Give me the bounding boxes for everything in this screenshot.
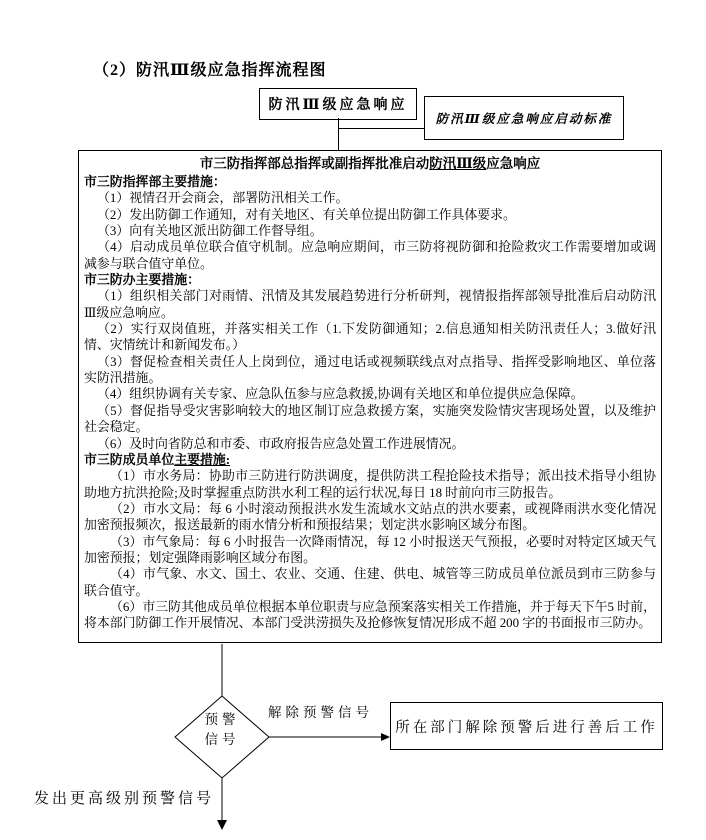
arrow-escalate-head: [217, 820, 227, 830]
aftercare-node: [390, 702, 663, 750]
decision-label-line1: 预警: [204, 712, 240, 727]
activation-standard-node: [424, 96, 624, 140]
header-prefix: 市三防指挥部总指挥或副指挥批准启动: [199, 156, 430, 171]
measure-item: （5）督促指导受灾害影响较大的地区制订应急救援方案，实施突发险情灾害现场处置，以及维护社会稳定。: [84, 403, 656, 435]
section-heading-command: 市三防指挥部主要措施：: [84, 175, 226, 189]
measure-item: （1）视情召开会商会，部署防汛相关工作。: [97, 191, 349, 206]
decision-diamond-label: [189, 710, 255, 750]
measure-item: （4）启动成员单位联合值守机制。应急响应期间，市三防将视防御和抢险救灾工作需要增加或调减参与联合值守单位。: [84, 240, 656, 271]
measure-item: （4）市气象、水文、国土、农业、交通、住建、供电、城管等三防成员单位派员到市三防参与联合值守。: [84, 567, 656, 598]
measure-item: （2）发出防御工作通知，对有关地区、有关单位提出防御工作具体要求。: [97, 207, 516, 222]
connector-horizontal-to-standard: [338, 128, 424, 129]
header-underlined: 防汛Ⅲ级: [429, 156, 487, 171]
main-process-box: [78, 150, 662, 643]
decision-label-line2: 信号: [204, 732, 240, 747]
measure-item: （6）市三防其他成员单位根据本单位职责与应急预案落实相关工作措施，并于每天下午5 时前，将本部门防御工作开展情况、本部门受洪涝损失及抢修恢复情况形成不超 200 字的书面报市三防办。: [84, 599, 656, 631]
connector-vertical-top: [338, 118, 339, 150]
measure-item: （2）实行双岗值班，并落实相关工作（1.下发防御通知；2.信息通知相关防汛责任人；3.做好汛情、灾情统计和新闻发布。）: [84, 322, 656, 353]
members-heading-plain: 市三防成员单位: [84, 452, 175, 467]
measure-item: （6）及时向省防总和市委、市政府报告应急处置工作进展情况。: [97, 436, 465, 451]
measure-item: （2）市水文局：每 6 小时滚动预报洪水发生流域水文站点的洪水要素，或视降雨洪水变化情况加密预报频次，报送最新的雨水情分析和预报结果；划定洪水影响区域分布图。: [84, 501, 656, 533]
escalate-signal-label: 发出更高级别预警信号: [34, 791, 215, 807]
measure-item: （3）督促检查相关责任人上岗到位，通过电话或视频联线点对点指导、指挥受影响地区、单位落实防汛措施。: [84, 354, 656, 386]
start-node-level3-response: [259, 88, 417, 120]
header-suffix: 应急响应: [486, 156, 541, 171]
start-node-label: 防汛Ⅲ级应急响应: [268, 98, 408, 113]
activation-standard-label: 防汛Ⅲ级应急响应启动标准: [435, 112, 613, 126]
measure-item: （4）组织协调有关专家、应急队伍参与应急救援,协调有关地区和单位提供应急保障。: [97, 387, 584, 402]
section-heading-members: [84, 452, 656, 468]
main-box-header: [84, 155, 656, 173]
measure-item: （1）市水务局：协助市三防进行防洪调度，提供防洪工程抢险技术指导；派出技术指导小组协助地方抗洪抢险;及时掌握重点防洪水利工程的运行状况,每日 18 时前向市三防报告。: [84, 469, 656, 500]
section-heading-office: 市三防办主要措施：: [84, 273, 201, 288]
members-heading-underlined: 主要措施:: [174, 452, 231, 467]
release-signal-label: 解除预警信号: [268, 705, 373, 720]
aftercare-label: 所在部门解除预警后进行善后工作: [395, 719, 658, 736]
measure-item: （3）向有关地区派出防御工作督导组。: [97, 224, 323, 239]
arrow-release-head: [381, 733, 390, 741]
measure-item: （3）市气象局：每 6 小时报告一次降雨情况，每 12 小时报送天气预报，必要时对特定区域天气加密预报；划定强降雨影响区域分布图。: [84, 534, 656, 565]
page-title: （2）防汛Ⅲ级应急指挥流程图: [93, 62, 327, 79]
measure-item: （1）组织相关部门对雨情、汛情及其发展趋势进行分析研判，视情报指挥部领导批准后启动防汛Ⅲ级应急响应。: [84, 289, 656, 320]
